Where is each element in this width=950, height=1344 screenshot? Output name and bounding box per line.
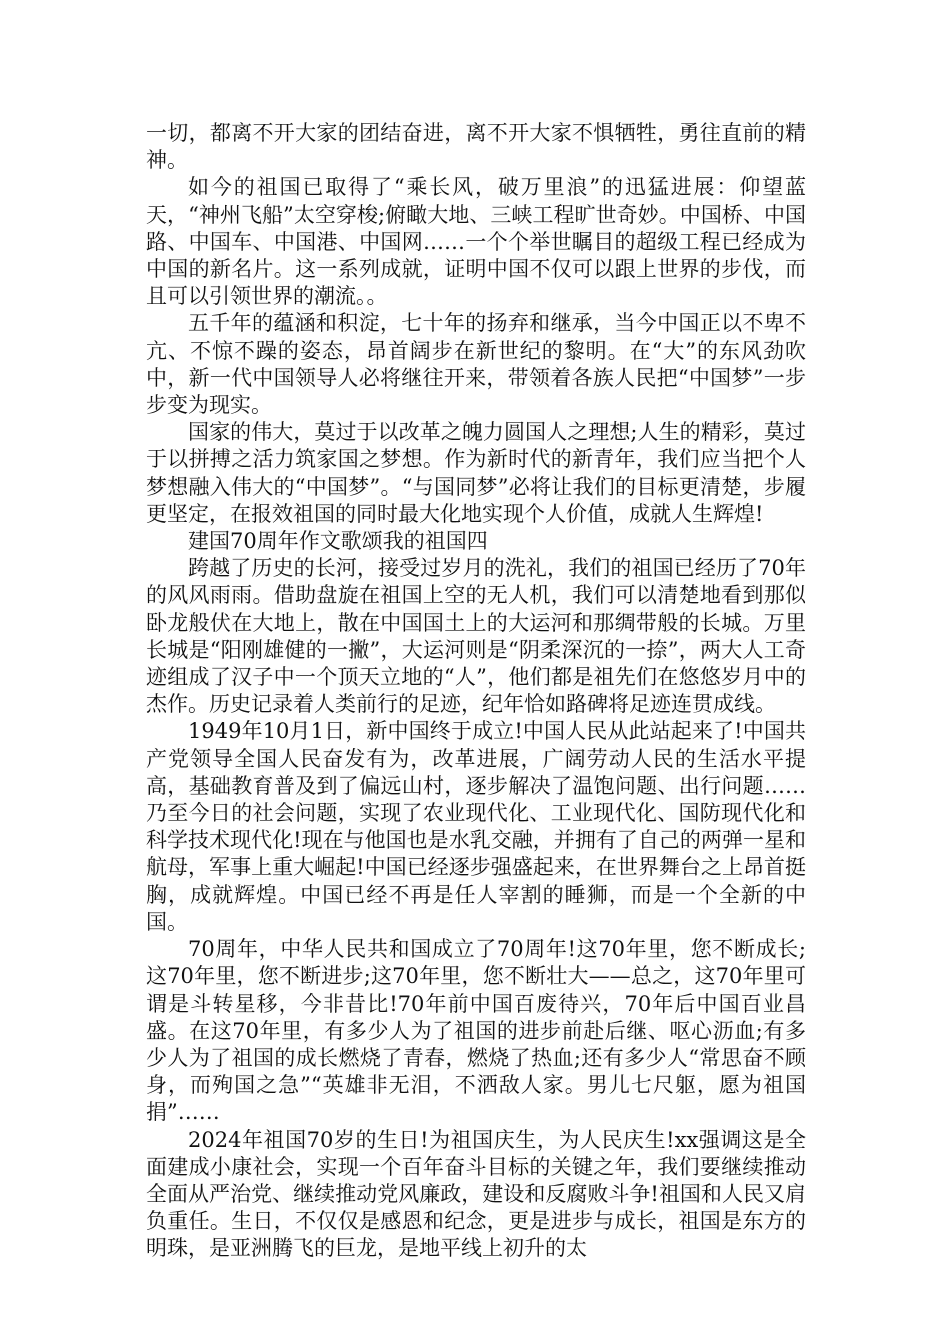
document-page — [146, 120, 806, 1263]
section-heading: 建国70周年作文歌颂我的祖国四 — [188, 529, 488, 554]
paragraph-birthday: 2024年祖国70岁的生日!为祖国庆生，为人民庆生!xx强调这是全面建成小康社会，实现一个百年奋斗目标的关键之年，我们要继续推动全面从严治党、继续推动党风廉政，建设和反腐败斗争!祖国和人民又肩负重任。生日，不仅仅是感恩和纪念，更是进步与成长，祖国是东方的明珠，是亚洲腾飞的巨龙，是地平线上初升的太 — [146, 1127, 806, 1261]
paragraph-1949-founding: 1949年10月1日，新中国终于成立!中国人民从此站起来了!中国共产党领导全国人民奋发有为，改革进展，广阔劳动人民的生活水平提高，基础教育普及到了偏远山村，逐步解决了温饱问题、出行问题……乃至今日的社会问题，实现了农业现代化、工业现代化、国防现代化和科学技术现代化!现在与他国也是水乳交融，并拥有了自己的两弹一星和航母，军事上重大崛起!中国已经逐步强盛起来，在世界舞台之上昂首挺胸，成就辉煌。中国已经不再是任人宰割的睡狮，而是一个全新的中国。 — [146, 719, 806, 934]
paragraph-five-thousand-years: 五千年的蕴涵和积淀，七十年的扬弃和继承，当今中国正以不卑不亢、不惊不躁的姿态，昂首阔步在新世纪的黎明。在“大”的东风劲吹中，新一代中国领导人必将继往开来，带领着各族人民把“中国梦”一步步变为现实。 — [146, 311, 806, 418]
paragraph-history-river: 跨越了历史的长河，接受过岁月的洗礼，我们的祖国已经历了70年的风风雨雨。借助盘旋在祖国上空的无人机，我们可以清楚地看到那似卧龙般伏在大地上，散在中国国土上的大运河和那绸带般的长城。万里长城是“阳刚雄健的一撇”，大运河则是“阴柔深沉的一捺”，两大人工奇迹组成了汉子中一个顶天立地的“人”，他们都是祖先们在悠悠岁月中的杰作。历史记录着人类前行的足迹，纪年恰如路碑将足迹连贯成线。 — [146, 556, 806, 717]
paragraph-national-greatness: 国家的伟大，莫过于以改革之魄力圆国人之理想;人生的精彩，莫过于以拼搏之活力筑家国之梦想。作为新时代的新青年，我们应当把个人梦想融入伟大的“中国梦”。“与国同梦”必将让我们的目标更清楚，步履更坚定，在报效祖国的同时最大化地实现个人价值，成就人生辉煌! — [146, 420, 806, 526]
paragraph-continuation: 一切，都离不开大家的团结奋进，离不开大家不惧牺牲，勇往直前的精神。 — [146, 121, 806, 173]
paragraph-70-anniversary: 70周年，中华人民共和国成立了70周年!这70年里，您不断成长;这70年里，您不断进步;这70年里，您不断壮大——总之，这70年里可谓是斗转星移，今非昔比!70年前中国百废待兴，70年后中国百业昌盛。在这70年里，有多少人为了祖国的进步前赴后继、呕心沥血;有多少人为了祖国的成长燃烧了青春，燃烧了热血;还有多少人“常思奋不顾身，而殉国之急”“英雄非无泪，不洒敌人家。男儿七尺躯，愿为祖国捐”…… — [146, 937, 806, 1125]
paragraph-achievements: 如今的祖国已取得了“乘长风，破万里浪”的迅猛进展：仰望蓝天，“神州飞船”太空穿梭;俯瞰大地、三峡工程旷世奇妙。中国桥、中国路、中国车、中国港、中国网……一个个举世瞩目的超级工程已经成为中国的新名片。这一系列成就，证明中国不仅可以跟上世界的步伐，而且可以引领世界的潮流。。 — [146, 175, 806, 309]
